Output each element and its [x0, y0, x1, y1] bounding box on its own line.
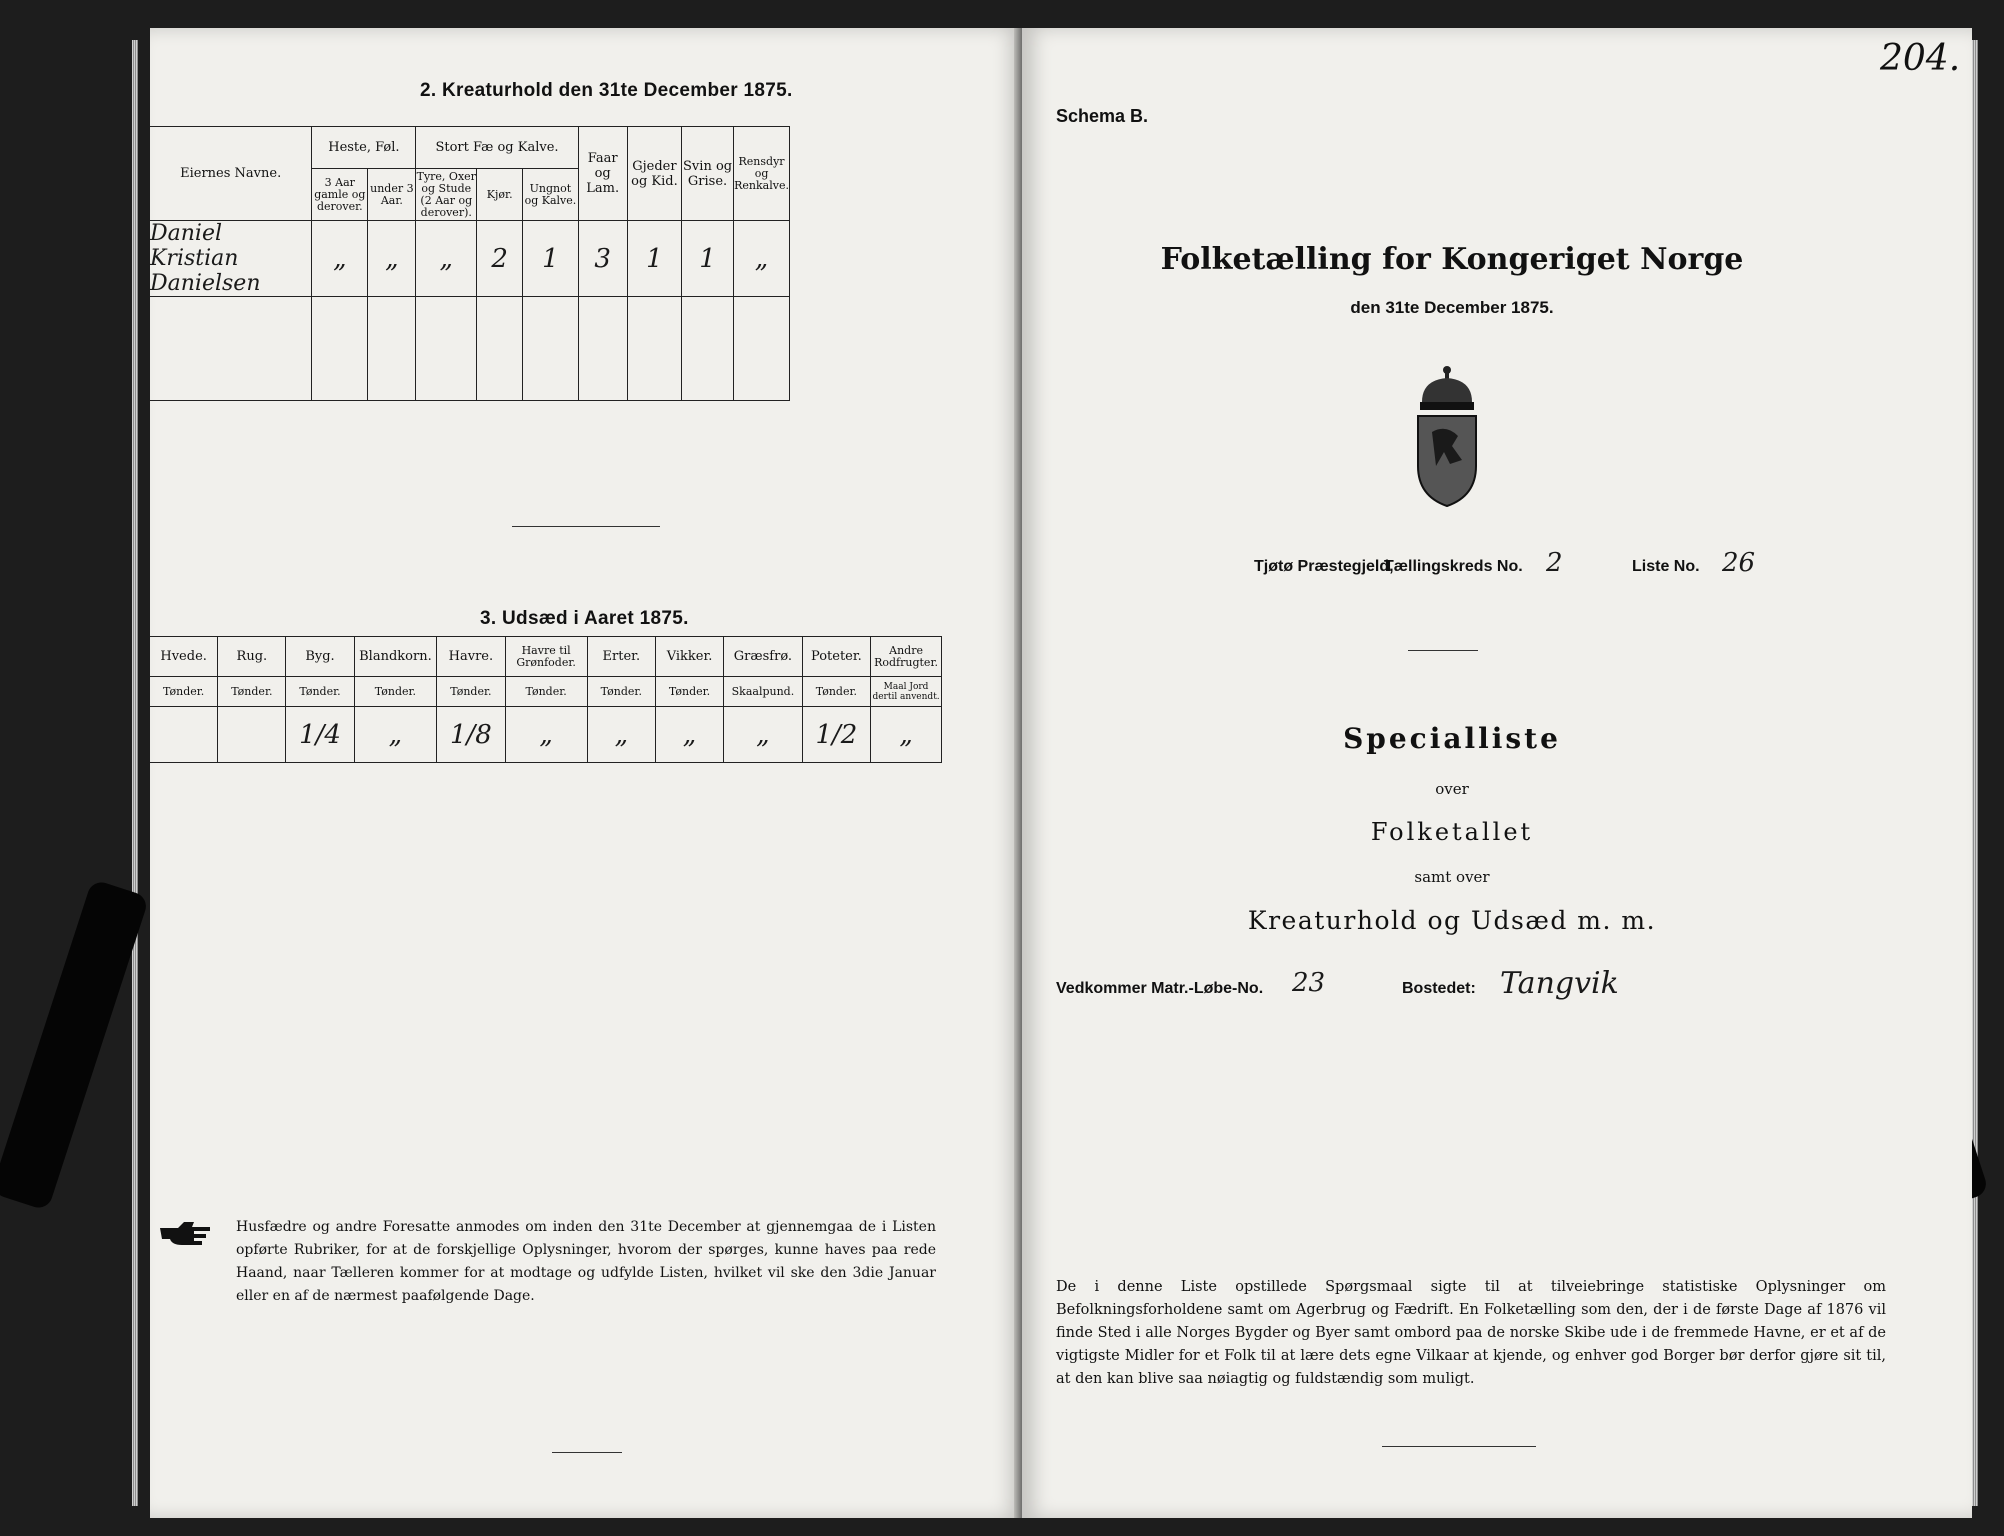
empty-cell [682, 297, 734, 401]
gjeder-header: Gjeder og Kid. [627, 127, 681, 221]
crop-header: Hvede. [150, 637, 218, 677]
district-label: Tællingskreds No. [1384, 558, 1523, 575]
page-edges-right [1972, 40, 1978, 1506]
folketallet-title: Folketallet [1370, 818, 1534, 846]
bottom-divider [552, 1452, 622, 1453]
udsaed-value: „ [505, 707, 587, 763]
bottom-divider [1382, 1446, 1536, 1447]
svin-header: Svin og Grise. [682, 127, 734, 221]
crop-header: Rug. [218, 637, 286, 677]
unit-cell: Tønder. [150, 677, 218, 707]
tyre-header: Tyre, Oxer og Stude (2 Aar og derover). [416, 169, 476, 219]
unit-cell: Tønder. [587, 677, 655, 707]
value-cell: „ [734, 221, 790, 297]
empty-cell [150, 297, 312, 401]
udsaed-value: „ [724, 707, 803, 763]
crop-header: Havre. [437, 637, 505, 677]
samt-over-text: samt over [1414, 868, 1490, 886]
page-edges-left [132, 40, 138, 1506]
matr-number: 23 [1292, 968, 1326, 998]
parish-label: Tjøtø Præstegjeld, [1254, 558, 1394, 575]
empty-cell [523, 297, 578, 401]
holding-clip-left [0, 879, 150, 1211]
crop-header: Byg. [286, 637, 354, 677]
crop-header: Blandkorn. [354, 637, 437, 677]
kreaturhold-title: Kreaturhold og Udsæd m. m. [1247, 906, 1657, 935]
unit-cell: Tønder. [437, 677, 505, 707]
list-label: Liste No. [1632, 558, 1700, 575]
crop-header: Erter. [587, 637, 655, 677]
empty-cell [368, 297, 416, 401]
udsaed-value: 1/8 [437, 707, 505, 763]
crop-header: Vikker. [655, 637, 723, 677]
heste-3aar-header: 3 Aar gamle og derover. [312, 169, 368, 221]
crop-header: Andre Rodfrugter. [871, 637, 942, 677]
owner-name-cell: Daniel Kristian Danielsen [150, 221, 312, 297]
empty-cell [578, 297, 627, 401]
empty-cell [416, 297, 477, 401]
udsaed-value: „ [587, 707, 655, 763]
main-title: Folketælling for Kongeriget Norge [1160, 242, 1744, 277]
unit-cell: Tønder. [802, 677, 870, 707]
value-cell: 3 [578, 221, 627, 297]
section-2-title: 2. Kreaturhold den 31te December 1875. [420, 80, 793, 101]
rensdyr-header: Rensdyr og Renkalve. [734, 127, 790, 221]
stort-fae-group-header: Stort Fæ og Kalve. [416, 127, 578, 169]
divider-line [1408, 650, 1478, 651]
unit-cell: Maal Jord dertil anvendt. [871, 677, 942, 707]
left-page [150, 28, 1022, 1518]
norwegian-lion-crest-icon [1410, 362, 1484, 512]
owner-header: Eiernes Navne. [150, 127, 312, 221]
value-cell: „ [416, 221, 477, 297]
faar-header: Faar og Lam. [578, 127, 627, 221]
heste-group-header: Heste, Føl. [312, 127, 416, 169]
value-cell: „ [312, 221, 368, 297]
bosted-label: Bostedet: [1402, 980, 1476, 997]
unit-cell: Skaalpund. [724, 677, 803, 707]
udsaed-value [218, 707, 286, 763]
kreaturhold-table [150, 126, 790, 401]
page-number: 204. [1880, 38, 1961, 79]
crop-header: Poteter. [802, 637, 870, 677]
bosted-value: Tangvik [1500, 966, 1619, 1001]
unit-cell: Tønder. [286, 677, 354, 707]
notice-text: Husfædre og andre Foresatte anmodes om inden den 31te December at gjennemgaa de i Listen opførte Rubriker, for at de forskjellige Oplysninger, hvorom der spørges, kunne haves paa rede Haand, naar Tælleren kommer for at modtage og udfylde Listen, hvilket vil ske den 3die Januar eller en af de nærmest paafølgende Dage. [236, 1219, 936, 1304]
value-cell: „ [368, 221, 416, 297]
census-date: den 31te December 1875. [1350, 298, 1554, 317]
value-cell: 1 [627, 221, 681, 297]
empty-cell [312, 297, 368, 401]
value-cell: 2 [477, 221, 523, 297]
empty-cell [477, 297, 523, 401]
udsaed-value: „ [354, 707, 437, 763]
udsaed-value: „ [871, 707, 942, 763]
divider-line [512, 526, 660, 527]
unit-cell: Tønder. [218, 677, 286, 707]
schema-label: Schema B. [1056, 106, 1149, 126]
section-3-title: 3. Udsæd i Aaret 1875. [480, 608, 689, 629]
explanation-paragraph: De i denne Liste opstillede Spørgsmaal sigte til at tilveiebringe statistiske Oplysninger om Befolkningsforholdene samt om Agerbrug og Fædrift. En Folketælling som den, der i de første Dage af 1876 vil finde Sted i alle Norges Bygder og Byer samt ombord paa de norske Skibe ude i de fremmede Havne, er et af de vigtigste Midler for et Folk til at lære dets egne Vilkaar at kjende, og enhver god Borger bør derfor gjøre sit til, at den kan blive saa nøiagtig og fuldstændig som muligt. [1056, 1279, 1886, 1387]
unit-cell: Tønder. [655, 677, 723, 707]
udsaed-value: 1/4 [286, 707, 354, 763]
specialliste-title: Specialliste [1343, 722, 1561, 755]
crop-header: Græsfrø. [724, 637, 803, 677]
heste-under3-header: under 3 Aar. [368, 169, 416, 221]
crop-header: Havre til Grønfoder. [505, 637, 587, 677]
value-cell: 1 [523, 221, 578, 297]
over-text: over [1435, 780, 1469, 798]
ungnot-header: Ungnot og Kalve. [523, 169, 578, 221]
empty-cell [627, 297, 681, 401]
udsaed-table [150, 636, 942, 763]
pointing-hand-icon [158, 1218, 212, 1248]
empty-cell [734, 297, 790, 401]
kjor-header: Kjør. [477, 169, 523, 221]
unit-cell: Tønder. [354, 677, 437, 707]
list-number: 26 [1722, 548, 1756, 578]
value-cell: 1 [682, 221, 734, 297]
district-number: 2 [1546, 548, 1563, 578]
matr-label: Vedkommer Matr.-Løbe-No. [1056, 980, 1264, 997]
udsaed-value [150, 707, 218, 763]
udsaed-value: 1/2 [802, 707, 870, 763]
unit-cell: Tønder. [505, 677, 587, 707]
right-page [1022, 28, 1972, 1518]
udsaed-value: „ [655, 707, 723, 763]
